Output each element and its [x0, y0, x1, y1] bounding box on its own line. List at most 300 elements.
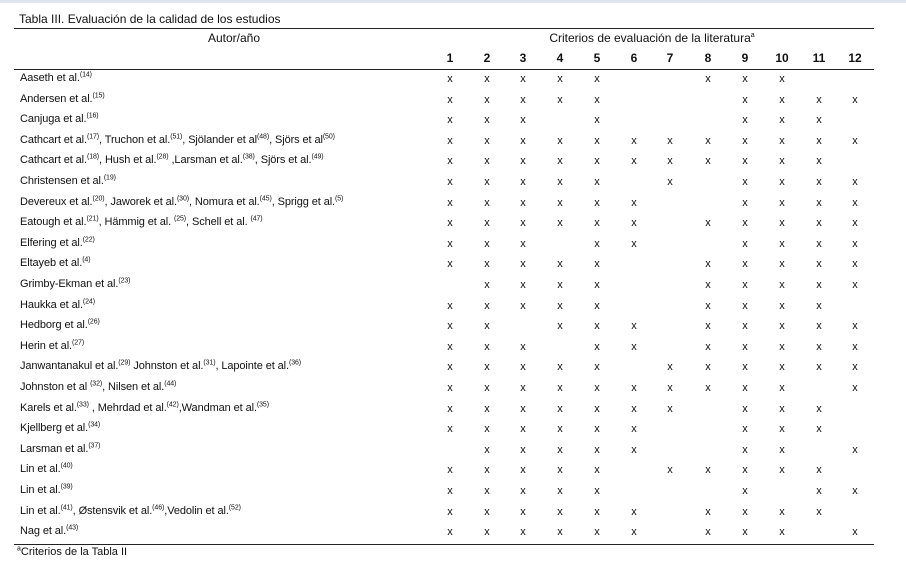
- criterion-mark: x: [520, 299, 526, 312]
- criterion-mark: x: [484, 279, 490, 291]
- criterion-mark: x: [631, 443, 637, 456]
- criterion-mark: x: [484, 73, 490, 85]
- reference-number: (15): [92, 91, 105, 99]
- author-name: , Sjörs et al.: [254, 154, 312, 167]
- criterion-mark: x: [594, 279, 600, 291]
- author-cell: [20, 237, 95, 249]
- reference-number: (36): [288, 359, 302, 367]
- criterion-mark: x: [447, 217, 453, 230]
- table-row: [0, 278, 906, 298]
- criterion-mark: x: [852, 134, 858, 147]
- reference-number: (48): [257, 133, 270, 141]
- author-name: Lin et al.: [20, 463, 61, 476]
- author-cell: [20, 196, 343, 208]
- author-cell: [20, 175, 116, 187]
- criterion-mark: x: [852, 237, 858, 250]
- criterion-mark: x: [705, 361, 711, 374]
- criterion-mark: x: [557, 320, 563, 333]
- criterion-mark: x: [594, 340, 600, 353]
- reference-number: (39): [60, 483, 73, 491]
- criterion-mark: x: [852, 485, 858, 497]
- criterion-mark: x: [705, 340, 711, 353]
- author-cell: [20, 525, 78, 537]
- criterion-mark: x: [447, 382, 453, 394]
- table-caption: Tabla III. Evaluación de la calidad de los estudios: [19, 12, 281, 26]
- reference-number: (40): [60, 462, 73, 470]
- criterion-mark: x: [594, 423, 600, 436]
- author-cell: [20, 422, 100, 434]
- author-cell: [20, 113, 99, 125]
- criterion-mark: x: [447, 93, 453, 106]
- top-accent-bar: [0, 0, 906, 3]
- author-column-header: Autor/año: [207, 31, 261, 45]
- criterion-mark: x: [484, 114, 490, 127]
- criterion-mark: x: [705, 505, 711, 518]
- criterion-mark: x: [742, 464, 748, 477]
- author-name: Andersen et al.: [20, 92, 93, 105]
- criterion-mark: x: [816, 485, 822, 497]
- criterion-mark: x: [520, 402, 526, 415]
- footnote-text: Criterios de la Tabla II: [20, 546, 128, 558]
- criterion-mark: x: [631, 526, 637, 539]
- author-name: Haukka et al.: [20, 298, 83, 311]
- criterion-mark: x: [484, 299, 490, 312]
- reference-number: (29): [118, 359, 131, 367]
- criterion-mark: x: [557, 423, 563, 436]
- table-row: [0, 237, 906, 257]
- reference-number: (50): [322, 133, 335, 141]
- criterion-mark: x: [705, 73, 711, 85]
- criterion-mark: x: [779, 258, 785, 271]
- criterion-mark: x: [484, 505, 490, 518]
- author-name: , Mehrdad et al.: [88, 401, 167, 414]
- criterion-mark: x: [631, 134, 637, 147]
- criterion-mark: x: [557, 217, 563, 230]
- criterion-mark: x: [594, 382, 600, 394]
- criterion-mark: x: [594, 443, 600, 456]
- criterion-mark: x: [742, 134, 748, 147]
- criterion-mark: x: [594, 464, 600, 477]
- author-name: , Hämmig et al.: [98, 216, 174, 229]
- criterion-mark: x: [484, 361, 490, 374]
- criterion-mark: x: [779, 320, 785, 333]
- reference-number: (33): [76, 400, 89, 408]
- criteria-number-12: 12: [848, 51, 862, 65]
- criterion-mark: x: [520, 464, 526, 477]
- author-name: ,Larsman et al.: [168, 154, 243, 167]
- criterion-mark: x: [667, 361, 673, 374]
- criterion-mark: x: [557, 176, 563, 188]
- criterion-mark: x: [742, 73, 748, 85]
- author-name: , Sprigg et al.: [271, 195, 336, 208]
- criteria-number-5: 5: [593, 51, 601, 65]
- criterion-mark: x: [779, 114, 785, 127]
- criterion-mark: x: [594, 299, 600, 312]
- criterion-mark: x: [594, 176, 600, 188]
- criterion-mark: x: [779, 402, 785, 415]
- criteria-number-3: 3: [519, 51, 527, 65]
- criterion-mark: x: [484, 485, 490, 497]
- reference-number: (20): [92, 194, 105, 202]
- author-name: Grimby-Ekman et al.: [20, 278, 119, 290]
- criterion-mark: x: [447, 155, 453, 168]
- criterion-mark: x: [852, 340, 858, 353]
- criterion-mark: x: [631, 237, 637, 250]
- author-name: , Lapointe et al.: [215, 360, 289, 373]
- criterion-mark: x: [447, 176, 453, 188]
- criterion-mark: x: [447, 423, 453, 436]
- header-rule: [14, 69, 874, 70]
- criterion-mark: x: [557, 464, 563, 477]
- reference-number: (34): [88, 421, 101, 429]
- criterion-mark: x: [742, 526, 748, 539]
- criterion-mark: x: [594, 134, 600, 147]
- criterion-mark: x: [557, 93, 563, 106]
- reference-number: (31): [203, 359, 216, 367]
- criterion-mark: x: [594, 114, 600, 127]
- criterion-mark: x: [484, 340, 490, 353]
- criterion-mark: x: [557, 279, 563, 291]
- criterion-mark: x: [557, 526, 563, 539]
- reference-number: (42): [166, 400, 179, 408]
- author-name: , Nilsen et al.: [102, 381, 165, 393]
- reference-number: (23): [118, 277, 131, 285]
- criterion-mark: x: [852, 443, 858, 456]
- criterion-mark: x: [779, 299, 785, 312]
- author-name: Johnston et al.: [130, 360, 204, 373]
- criterion-mark: x: [816, 320, 822, 333]
- reference-number: (24): [82, 297, 95, 305]
- reference-number: (18): [86, 153, 100, 161]
- criterion-mark: x: [816, 114, 822, 127]
- reference-number: (5): [335, 194, 344, 202]
- author-name: Cathcart et al.: [20, 154, 87, 167]
- reference-number: (51): [170, 133, 183, 141]
- criterion-mark: x: [852, 526, 858, 539]
- criterion-mark: x: [557, 402, 563, 415]
- criterion-mark: x: [816, 217, 822, 230]
- table-row: [0, 299, 906, 319]
- criterion-mark: x: [667, 402, 673, 415]
- criterion-mark: x: [742, 217, 748, 230]
- criterion-mark: x: [594, 155, 600, 168]
- reference-number: (25): [173, 215, 187, 223]
- table-row: [0, 381, 906, 401]
- criterion-mark: x: [594, 505, 600, 518]
- criterion-mark: x: [520, 340, 526, 353]
- criterion-mark: x: [557, 155, 563, 168]
- author-name: Hedborg et al.: [20, 319, 88, 332]
- criterion-mark: x: [631, 423, 637, 436]
- author-name: Eltayeb et al.: [20, 257, 83, 270]
- criterion-mark: x: [484, 176, 490, 188]
- author-name: Kjellberg et al.: [20, 422, 89, 435]
- criterion-mark: x: [742, 320, 748, 333]
- criterion-mark: x: [667, 464, 673, 477]
- criterion-mark: x: [852, 382, 858, 394]
- table-row: [0, 463, 906, 483]
- criterion-mark: x: [594, 258, 600, 271]
- criterion-mark: x: [557, 134, 563, 147]
- criterion-mark: x: [779, 526, 785, 539]
- author-name: Janwantanakul et al.: [20, 360, 119, 373]
- criterion-mark: x: [816, 134, 822, 147]
- criterion-mark: x: [705, 258, 711, 271]
- table-row: [0, 360, 906, 380]
- criterion-mark: x: [520, 258, 526, 271]
- criteria-number-11: 11: [812, 51, 826, 65]
- criterion-mark: x: [484, 196, 490, 209]
- criterion-mark: x: [447, 340, 453, 353]
- criterion-mark: x: [520, 485, 526, 497]
- author-cell: [20, 484, 73, 496]
- criterion-mark: x: [631, 382, 637, 394]
- criterion-mark: x: [484, 217, 490, 230]
- criteria-number-9: 9: [741, 51, 749, 65]
- criterion-mark: x: [484, 382, 490, 394]
- criterion-mark: x: [816, 299, 822, 312]
- criterion-mark: x: [705, 526, 711, 539]
- criterion-mark: x: [779, 279, 785, 291]
- author-cell: [20, 257, 90, 269]
- criterion-mark: x: [779, 196, 785, 209]
- criterion-mark: x: [816, 505, 822, 518]
- criterion-mark: x: [742, 258, 748, 271]
- reference-number: (27): [72, 339, 85, 347]
- criterion-mark: x: [779, 176, 785, 188]
- criterion-mark: x: [816, 361, 822, 374]
- author-name: Elfering et al.: [20, 236, 83, 249]
- author-name: , Nomura et al.: [189, 195, 260, 208]
- criterion-mark: x: [816, 237, 822, 250]
- author-name: Cathcart et al.: [20, 133, 87, 146]
- criterion-mark: x: [447, 258, 453, 271]
- reference-number: (4): [82, 256, 91, 264]
- criteria-column-header: [430, 31, 874, 45]
- criterion-mark: x: [816, 176, 822, 188]
- criterion-mark: x: [520, 134, 526, 147]
- reference-number: (52): [228, 503, 241, 511]
- criterion-mark: x: [484, 155, 490, 168]
- criterion-mark: x: [520, 176, 526, 188]
- criterion-mark: x: [447, 361, 453, 374]
- author-name: Lin et al.: [20, 484, 61, 496]
- criterion-mark: x: [484, 320, 490, 333]
- criterion-mark: x: [852, 258, 858, 271]
- criterion-mark: x: [447, 464, 453, 477]
- table-row: [0, 154, 906, 174]
- criterion-mark: x: [484, 93, 490, 106]
- author-cell: [20, 93, 105, 105]
- author-name: , Sjörs et al: [269, 133, 323, 146]
- criterion-mark: x: [447, 299, 453, 312]
- criteria-header-text: Criterios de evaluación de la literatura: [549, 31, 751, 45]
- criterion-mark: x: [484, 258, 490, 271]
- criterion-mark: x: [594, 217, 600, 230]
- criterion-mark: x: [742, 443, 748, 456]
- table-row: [0, 340, 906, 360]
- criterion-mark: x: [520, 423, 526, 436]
- criteria-number-7: 7: [666, 51, 674, 65]
- table-row: [0, 443, 906, 463]
- criterion-mark: x: [779, 505, 785, 518]
- criterion-mark: x: [742, 155, 748, 168]
- criterion-mark: x: [742, 361, 748, 374]
- criterion-mark: x: [557, 361, 563, 374]
- reference-number: (47): [250, 215, 263, 223]
- criterion-mark: x: [779, 217, 785, 230]
- criterion-mark: x: [779, 340, 785, 353]
- reference-number: (17): [86, 133, 100, 141]
- criterion-mark: x: [852, 196, 858, 209]
- criterion-mark: x: [520, 526, 526, 539]
- criterion-mark: x: [557, 485, 563, 497]
- criterion-mark: x: [852, 279, 858, 291]
- criterion-mark: x: [557, 299, 563, 312]
- criteria-footnote-marker: a: [750, 32, 755, 39]
- criterion-mark: x: [705, 464, 711, 477]
- criterion-mark: x: [667, 134, 673, 147]
- criterion-mark: x: [705, 299, 711, 312]
- criterion-mark: x: [742, 196, 748, 209]
- criterion-mark: x: [705, 134, 711, 147]
- criterion-mark: x: [852, 217, 858, 230]
- reference-number: (32): [90, 380, 103, 388]
- author-cell: [20, 134, 335, 146]
- author-cell: [20, 299, 95, 311]
- criterion-mark: x: [852, 361, 858, 374]
- table-row: [0, 484, 906, 504]
- criterion-mark: x: [742, 340, 748, 353]
- criterion-mark: x: [779, 155, 785, 168]
- criterion-mark: x: [447, 73, 453, 85]
- author-name: Nag et al.: [20, 525, 67, 538]
- author-name: Larsman et al.: [20, 442, 89, 455]
- criterion-mark: x: [631, 155, 637, 168]
- criterion-mark: x: [594, 526, 600, 539]
- criterion-mark: x: [557, 258, 563, 271]
- criterion-mark: x: [779, 237, 785, 250]
- criterion-mark: x: [594, 237, 600, 250]
- author-name: , Østensvik et al.: [72, 504, 153, 517]
- criterion-mark: x: [447, 134, 453, 147]
- table-row: [0, 216, 906, 236]
- criterion-mark: x: [779, 93, 785, 106]
- table-row: [0, 257, 906, 277]
- footnote-marker: a: [17, 545, 21, 553]
- author-cell: [20, 340, 84, 352]
- criterion-mark: x: [447, 485, 453, 497]
- reference-number: (19): [103, 174, 116, 182]
- reference-number: (16): [86, 112, 99, 120]
- criterion-mark: x: [705, 279, 711, 291]
- author-name: Eatough et al.: [20, 216, 87, 229]
- author-name: , Hush et al.: [99, 154, 157, 167]
- criterion-mark: x: [594, 93, 600, 106]
- criterion-mark: x: [557, 505, 563, 518]
- criterion-mark: x: [705, 217, 711, 230]
- criterion-mark: x: [705, 155, 711, 168]
- criterion-mark: x: [779, 73, 785, 85]
- criterion-mark: x: [816, 258, 822, 271]
- criterion-mark: x: [816, 340, 822, 353]
- criterion-mark: x: [447, 526, 453, 539]
- criterion-mark: x: [520, 443, 526, 456]
- criterion-mark: x: [816, 155, 822, 168]
- criterion-mark: x: [667, 382, 673, 394]
- criterion-mark: x: [484, 402, 490, 415]
- author-name: Devereux et al.: [20, 195, 93, 208]
- criteria-number-8: 8: [704, 51, 712, 65]
- criterion-mark: x: [447, 196, 453, 209]
- criterion-mark: x: [779, 361, 785, 374]
- criterion-mark: x: [594, 73, 600, 85]
- criterion-mark: x: [520, 73, 526, 85]
- author-name: , Sjölander et al: [182, 133, 258, 146]
- criterion-mark: x: [667, 176, 673, 188]
- criterion-mark: x: [484, 134, 490, 147]
- table-row: [0, 72, 906, 92]
- author-cell: [20, 319, 100, 331]
- criterion-mark: x: [484, 423, 490, 436]
- criterion-mark: x: [484, 526, 490, 539]
- criterion-mark: x: [667, 155, 673, 168]
- criterion-mark: x: [816, 402, 822, 415]
- criteria-number-10: 10: [775, 51, 789, 65]
- reference-number: (37): [88, 442, 101, 450]
- criterion-mark: x: [852, 176, 858, 188]
- reference-number: (26): [87, 318, 100, 326]
- criterion-mark: x: [816, 464, 822, 477]
- criterion-mark: x: [742, 382, 748, 394]
- criterion-mark: x: [594, 402, 600, 415]
- top-rule: [14, 28, 874, 29]
- table-row: [0, 196, 906, 216]
- criterion-mark: x: [594, 320, 600, 333]
- reference-number: (43): [66, 524, 79, 532]
- author-cell: [20, 216, 263, 228]
- criterion-mark: x: [705, 382, 711, 394]
- author-name: ,Wandman et al.: [178, 401, 257, 414]
- author-name: , Schell et al.: [186, 216, 251, 229]
- criterion-mark: x: [447, 402, 453, 415]
- criterion-mark: x: [779, 423, 785, 436]
- criterion-mark: x: [447, 505, 453, 518]
- author-name: Lin et al.: [20, 504, 61, 517]
- criterion-mark: x: [816, 196, 822, 209]
- criterion-mark: x: [779, 382, 785, 394]
- criterion-mark: x: [816, 423, 822, 436]
- reference-number: (30): [176, 194, 189, 202]
- author-name: Canjuga et al.: [20, 113, 87, 126]
- criterion-mark: x: [742, 505, 748, 518]
- reference-number: (22): [82, 236, 95, 244]
- author-cell: [20, 463, 73, 475]
- table-row: [0, 113, 906, 133]
- criterion-mark: x: [631, 217, 637, 230]
- criterion-mark: x: [520, 382, 526, 394]
- reference-number: (38): [242, 153, 255, 161]
- table-row: [0, 505, 906, 525]
- author-name: , Truchon et al.: [99, 133, 171, 146]
- criterion-mark: x: [852, 93, 858, 106]
- criterion-mark: x: [742, 93, 748, 106]
- table-row: [0, 422, 906, 442]
- reference-number: (35): [256, 400, 269, 408]
- reference-number: (21): [86, 215, 99, 223]
- criterion-mark: x: [816, 93, 822, 106]
- author-name: Johnston et al: [20, 381, 91, 393]
